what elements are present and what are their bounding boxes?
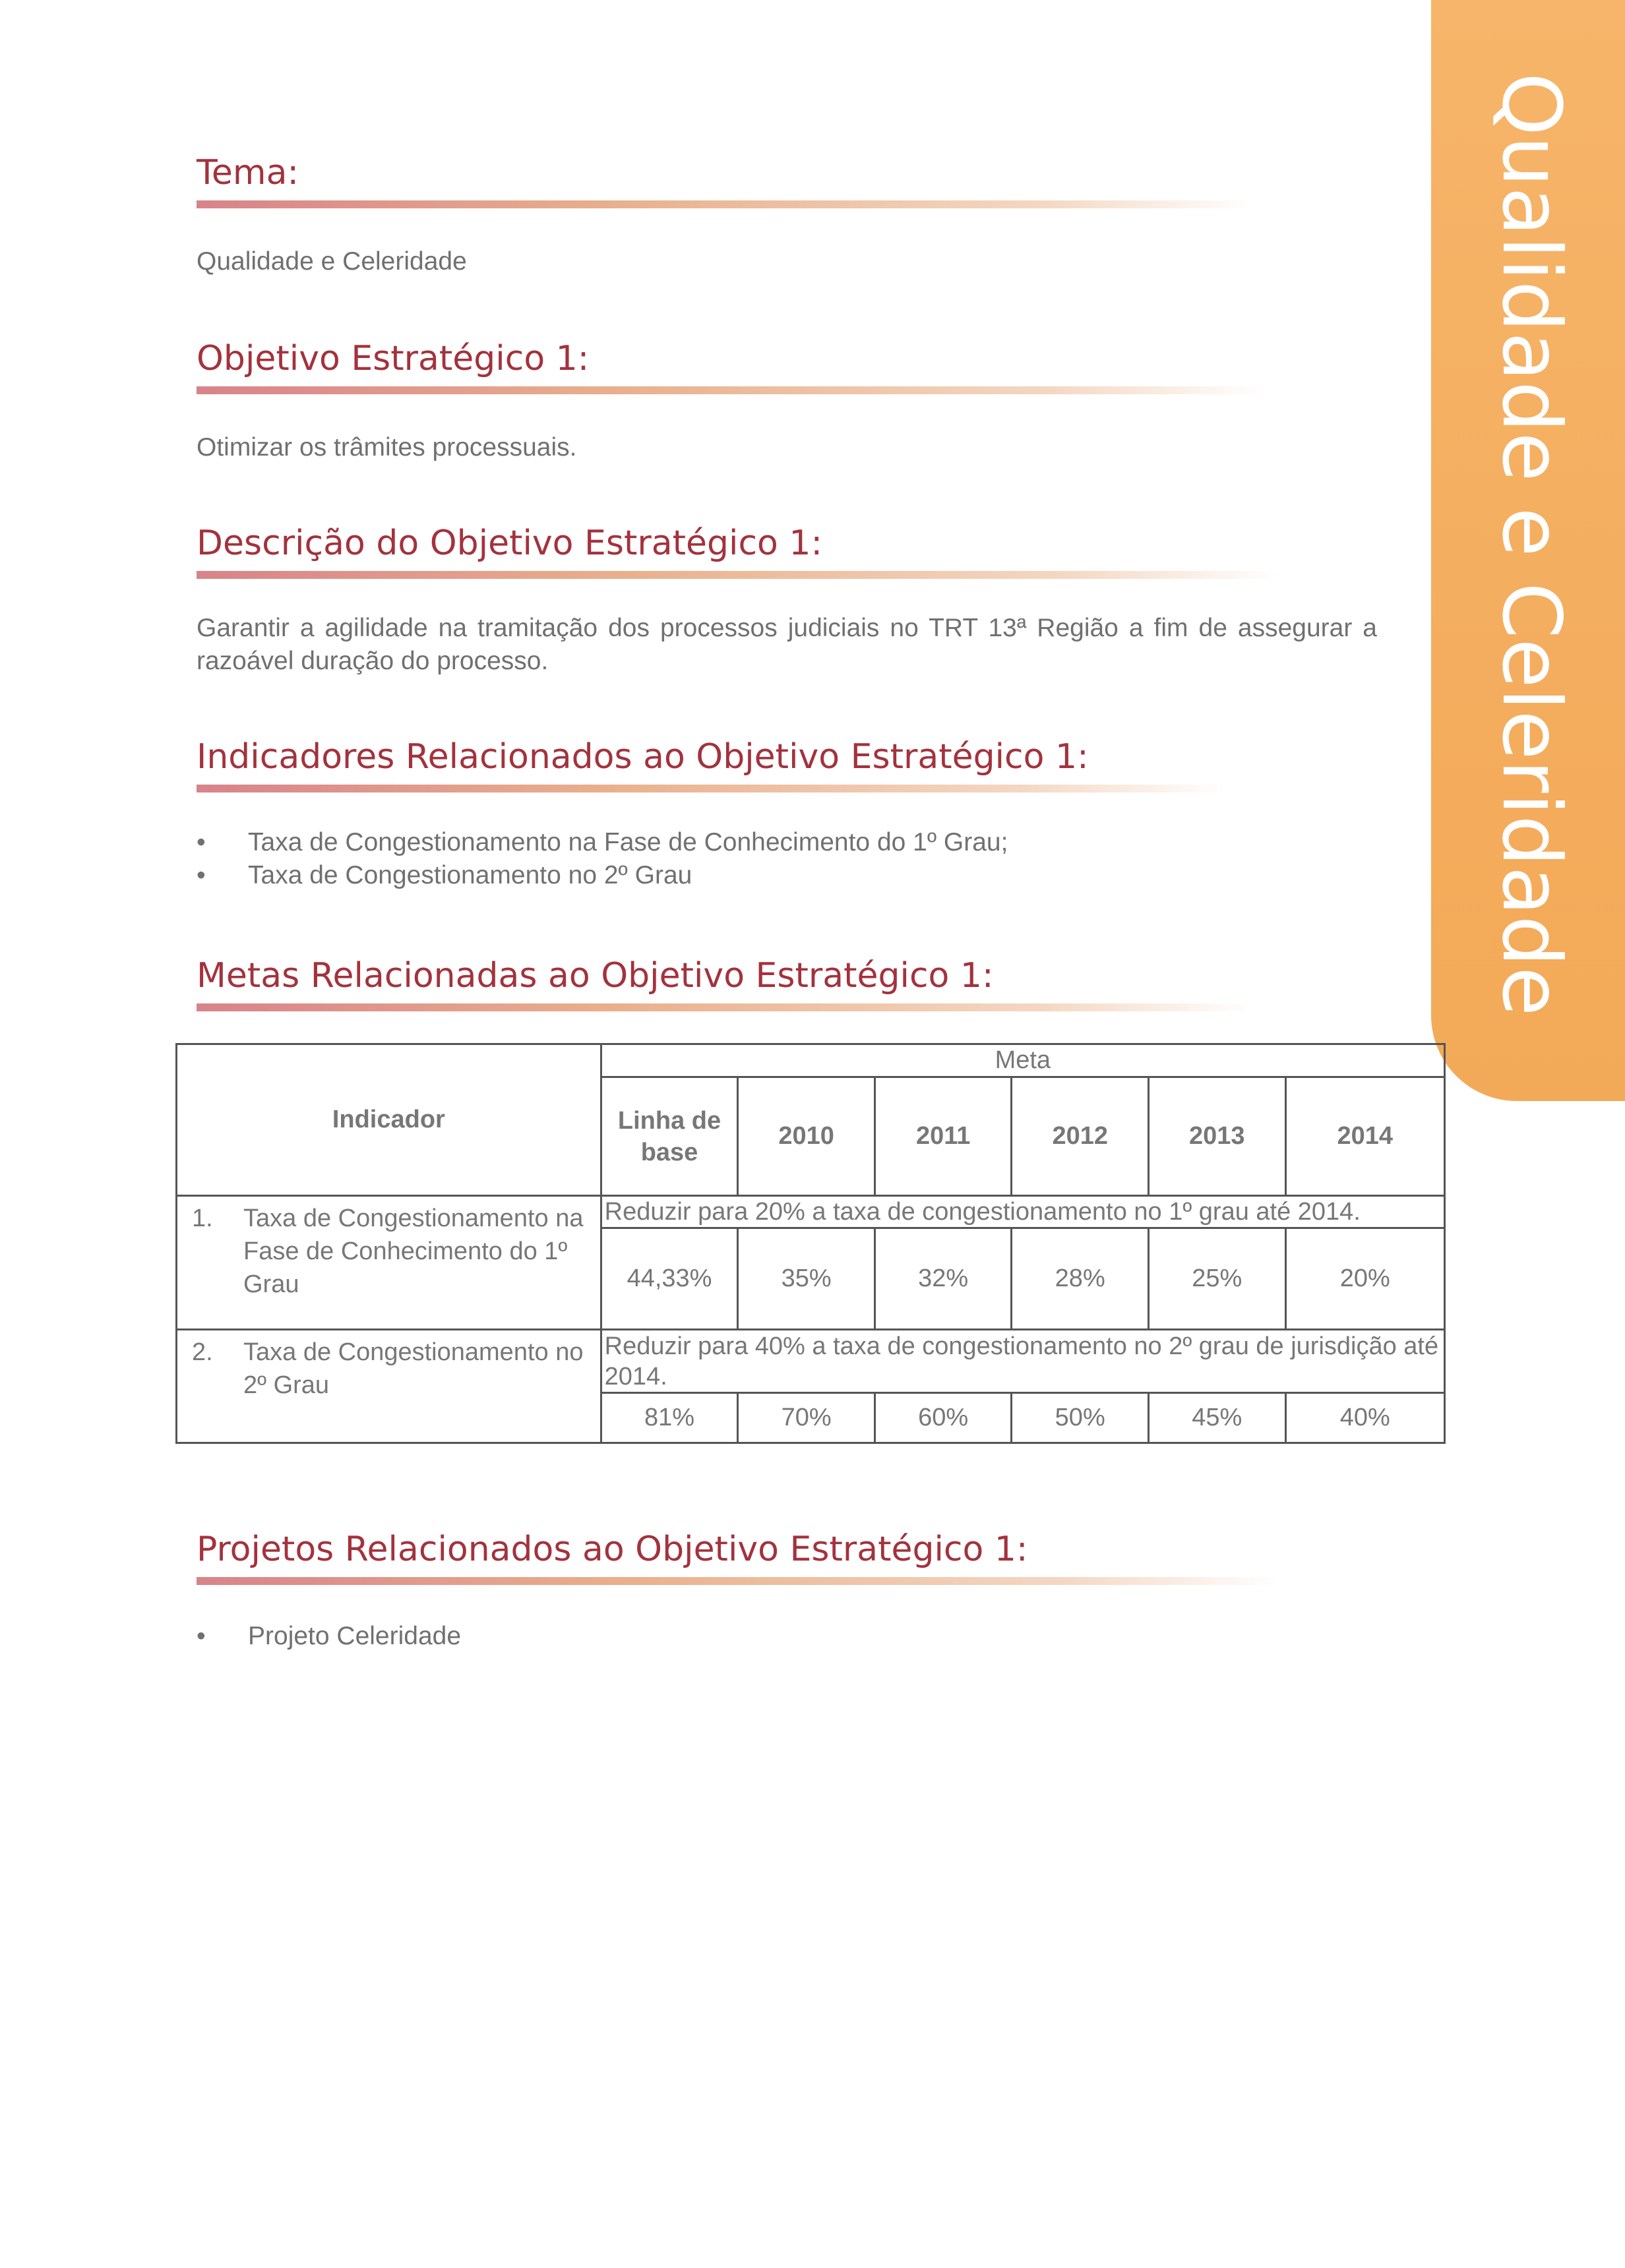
value-cell: 32% (874, 1228, 1012, 1330)
indicator-name: Taxa de Congestionamento no 2º Grau (243, 1338, 584, 1399)
value-cell: 50% (1012, 1393, 1149, 1443)
indicator-number: 1. (192, 1205, 213, 1232)
indicator-cell (177, 1196, 601, 1330)
tema-rule (197, 200, 1252, 208)
goal-text: Reduzir para 40% a taxa de congestionamento no 2º grau de jurisdição até 2014. (601, 1330, 1444, 1393)
column-header: 2010 (738, 1077, 875, 1196)
tema-text: Qualidade e Celeridade (197, 247, 467, 276)
indicator-cell (177, 1330, 601, 1443)
bullet-icon: • (197, 861, 206, 889)
objetivo-rule (197, 386, 1265, 394)
projetos-rule (197, 1577, 1278, 1585)
side-tab-title: Qualidade e Celeridade (1485, 73, 1578, 1017)
bullet-icon: • (197, 828, 206, 856)
column-header: 2013 (1148, 1077, 1285, 1196)
descricao-rule (197, 571, 1278, 579)
indicador-list-item (197, 828, 1008, 857)
objetivo-heading: Objetivo Estratégico 1: (197, 339, 590, 378)
indicador-item-text: Taxa de Congestionamento na Fase de Conhecimento do 1º Grau; (248, 828, 1008, 856)
indicadores-rule (197, 785, 1225, 792)
value-cell: 20% (1285, 1228, 1444, 1330)
indicator-number: 2. (192, 1338, 213, 1366)
projeto-item-text: Projeto Celeridade (248, 1622, 462, 1650)
value-cell: 70% (738, 1393, 875, 1443)
value-cell: 25% (1148, 1228, 1285, 1330)
header-meta: Meta (601, 1044, 1444, 1077)
table-row (177, 1196, 1445, 1228)
indicadores-heading: Indicadores Relacionados ao Objetivo Estratégico 1: (197, 737, 1089, 777)
table-row (177, 1330, 1445, 1393)
indicador-list-item (197, 861, 692, 890)
value-cell: 40% (1285, 1393, 1444, 1443)
indicador-item-text: Taxa de Congestionamento no 2º Grau (248, 861, 692, 889)
descricao-text: Garantir a agilidade na tramitação dos processos judiciais no TRT 13ª Região a fim de assegurar a razoável duração do processo. (197, 614, 1377, 675)
projetos-heading: Projetos Relacionados ao Objetivo Estratégico 1: (197, 1530, 1028, 1569)
indicator-name: Taxa de Congestionamento na Fase de Conhecimento do 1º Grau (243, 1205, 584, 1298)
value-cell: 81% (601, 1393, 738, 1443)
value-cell: 28% (1012, 1228, 1149, 1330)
bullet-icon: • (197, 1622, 206, 1650)
objetivo-text: Otimizar os trâmites processuais. (197, 433, 577, 462)
metas-rule (197, 1003, 1252, 1011)
descricao-heading: Descrição do Objetivo Estratégico 1: (197, 523, 822, 563)
metas-heading: Metas Relacionadas ao Objetivo Estratégico 1: (197, 956, 994, 996)
column-header: 2014 (1285, 1077, 1444, 1196)
value-cell: 35% (738, 1228, 875, 1330)
metas-table (175, 1043, 1446, 1444)
value-cell: 45% (1148, 1393, 1285, 1443)
goal-text: Reduzir para 20% a taxa de congestionamento no 1º grau até 2014. (601, 1196, 1444, 1228)
tema-heading: Tema: (197, 153, 299, 193)
value-cell: 60% (874, 1393, 1012, 1443)
column-header: 2011 (874, 1077, 1012, 1196)
column-header: Linha de base (601, 1077, 738, 1196)
header-indicador: Indicador (177, 1044, 601, 1196)
column-header: 2012 (1012, 1077, 1149, 1196)
projeto-list-item (197, 1622, 461, 1651)
value-cell: 44,33% (601, 1228, 738, 1330)
